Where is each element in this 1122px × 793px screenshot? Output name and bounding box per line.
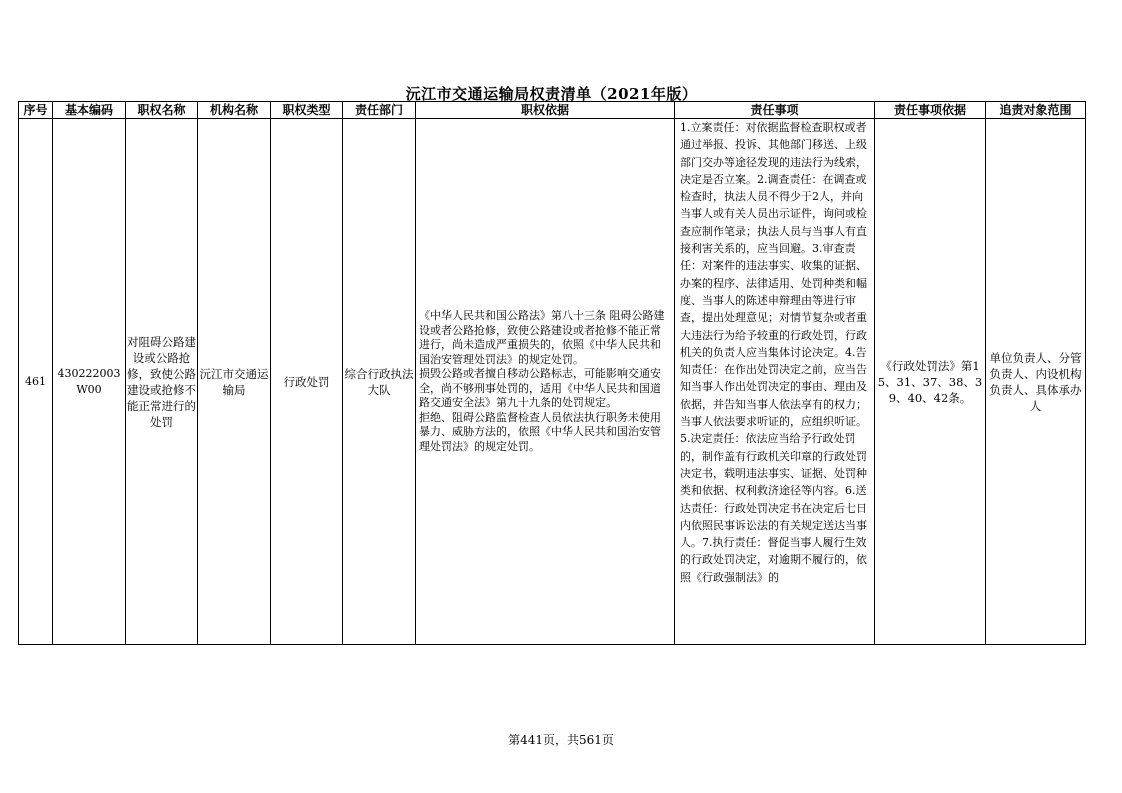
header-power-type: 职权类型 (271, 102, 343, 119)
cell-accountability: 单位负责人、分管负责人、内设机构负责人、具体承办人 (986, 119, 1086, 645)
header-matters: 责任事项 (675, 102, 875, 119)
header-power-name: 职权名称 (126, 102, 198, 119)
header-matters-basis: 责任事项依据 (875, 102, 986, 119)
cell-power-type: 行政处罚 (271, 119, 343, 645)
header-basis: 职权依据 (416, 102, 675, 119)
table-header-row (19, 102, 1086, 119)
table-row (19, 119, 1086, 645)
cell-department: 综合行政执法大队 (343, 119, 416, 645)
header-department: 责任部门 (343, 102, 416, 119)
header-seq: 序号 (19, 102, 53, 119)
cell-org-name: 沅江市交通运输局 (198, 119, 271, 645)
page-title: 沅江市交通运输局权责清单（2021年版） (405, 85, 698, 103)
cell-basis (416, 119, 675, 645)
cell-matters-basis: 《行政处罚法》第15、31、37、38、39、40、42条。 (875, 119, 986, 645)
cell-matters: 1.立案责任：对依据监督检查职权或者通过举报、投诉、其他部门移送、上级部门交办等途径发现的违法行为线索，决定是否立案。2.调查责任：在调查或检查时，执法人员不得少于2人，并向当事人或有关人员出示证件，询问或检查应制作笔录；执法人员与当事人有直接利害关系的，应当回避。3.审查责任：对案件的违法事实、收集的证据、办案的程序、法律适用、处罚种类和幅度、当事人的陈述申辩理由等进行审查，提出处理意见；对情节复杂或者重大违法行为给予较重的行政处罚，行政机关的负责人应当集体讨论决定。4.告知责任：在作出处罚决定之前，应当告知当事人作出处罚决定的事由、理由及依据，并告知当事人依法享有的权力；当事人依法要求听证的，应组织听证。5.决定责任：依法应当给予行政处罚的，制作盖有行政机关印章的行政处罚决定书，载明违法事实、证据、处罚种类和依据、权利救济途径等内容。6.送达责任：行政处罚决定书在决定后七日内依照民事诉讼法的有关规定送达当事人。7.执行责任：督促当事人履行生效的行政处罚决定，对逾期不履行的，依照《行政强制法》的 (675, 119, 875, 645)
basis-paragraph: 《中华人民共和国公路法》第八十三条 阻碍公路建设或者公路抢修，致使公路建设或者抢修不能正常进行，尚未造成严重损失的，依照《中华人民共和国治安管理处罚法》的规定处罚。 (419, 309, 665, 366)
header-code: 基本编码 (53, 102, 126, 119)
basis-paragraph: 拒绝、阻碍公路监督检查人员依法执行职务未使用暴力、威胁方法的，依照《中华人民共和国治安管理处罚法》的规定处罚。 (419, 410, 661, 453)
header-accountability: 追责对象范围 (986, 102, 1086, 119)
cell-power-name: 对阻碍公路建设或公路抢修，致使公路建设或抢修不能正常进行的处罚 (126, 119, 198, 645)
duty-table (18, 101, 1086, 645)
cell-seq: 461 (19, 119, 53, 645)
page-footer: 第441页，共561页 (508, 733, 614, 747)
basis-paragraph: 损毁公路或者擅自移动公路标志，可能影响交通安全，尚不够刑事处罚的，适用《中华人民共和国道路交通安全法》第九十九条的处罚规定。 (419, 367, 661, 409)
header-org-name: 机构名称 (198, 102, 271, 119)
cell-code: 430222003W00 (53, 119, 126, 645)
